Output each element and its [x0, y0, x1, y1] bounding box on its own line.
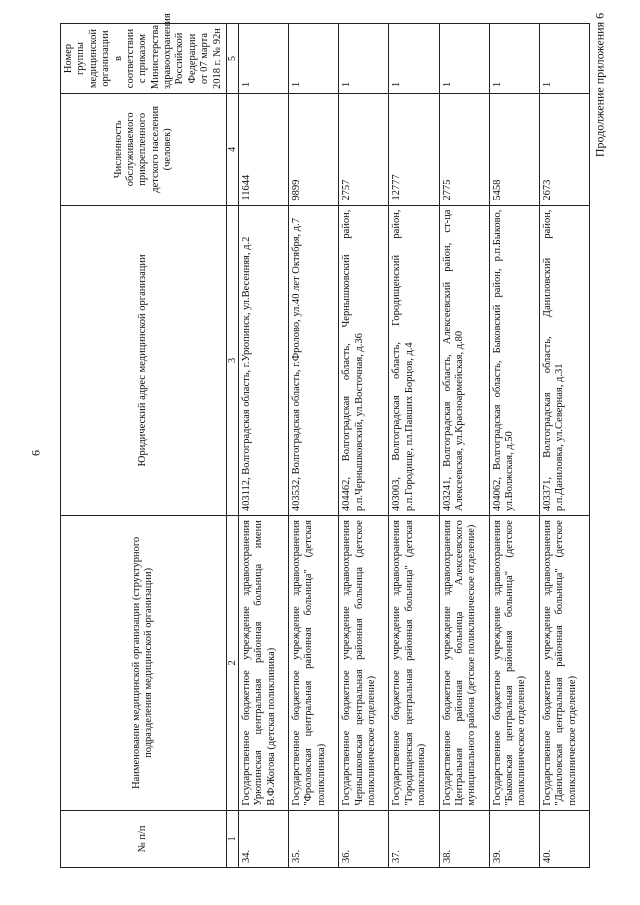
table-row: [489, 24, 539, 868]
column-number: 4: [226, 94, 238, 205]
child-population: 2775: [439, 94, 489, 205]
row-number: 35.: [289, 810, 339, 867]
header-num: № п/п: [61, 810, 227, 867]
organization-name: Государственное бюджетное учреждение здравоохранения "Фроловская центральная районная больница" (детская поликлиника): [289, 516, 339, 811]
column-number-row: [226, 24, 238, 868]
legal-address: 403112, Волгоградская область, г.Урюпинск, ул.Весенняя, д.2: [238, 205, 288, 516]
child-population: 2757: [339, 94, 389, 205]
organization-name: Государственное бюджетное учреждение здравоохранения Урюпинская центральная районная больница имени В.Ф.Жогова (детская поликлиника): [238, 516, 288, 811]
table-row: [339, 24, 389, 868]
rotated-table-container: [60, 13, 590, 868]
child-population: 12777: [389, 94, 439, 205]
row-number: 37.: [389, 810, 439, 867]
row-number: 40.: [539, 810, 589, 867]
table-row: [539, 24, 589, 868]
organization-name: Государственное бюджетное учреждение здравоохранения Чернышковская центральная районная больница (детское поликлиническое отделение): [339, 516, 389, 811]
column-number: 2: [226, 516, 238, 811]
column-number: 5: [226, 24, 238, 94]
organization-name: Государственное бюджетное учреждение здравоохранения "Даниловская центральная районная больница" (детское поликлиническое отделение): [539, 516, 589, 811]
organization-group: 1: [489, 24, 539, 94]
legal-address: 404462, Волгоградская область, Чернышковский район, р.п.Чернышковский, ул.Восточная, д.36: [339, 205, 389, 516]
organization-name: Государственное бюджетное учреждение здравоохранения "Городищенская центральная районная больница" (детская поликлиника): [389, 516, 439, 811]
organization-group: 1: [289, 24, 339, 94]
organization-group: 1: [389, 24, 439, 94]
header-address: Юридический адрес медицинской организации: [61, 205, 227, 516]
table-header-row: [61, 24, 227, 868]
row-number: 38.: [439, 810, 489, 867]
organization-group: 1: [439, 24, 489, 94]
table-row: [289, 24, 339, 868]
medical-organizations-table: [60, 13, 590, 868]
organization-group: 1: [539, 24, 589, 94]
row-number: 34.: [238, 810, 288, 867]
continuation-title: Продолжение приложения 6: [592, 12, 607, 158]
row-number: 36.: [339, 810, 389, 867]
table-row: [439, 24, 489, 868]
row-number: 39.: [489, 810, 539, 867]
legal-address: 403371, Волгоградская область, Даниловский район, р.п.Даниловка, ул.Северная, д.31: [539, 205, 589, 516]
organization-name: Государственное бюджетное учреждение здравоохранения Центральная районная больница Алексеевского муниципального района (детское поликлиническое отделение): [439, 516, 489, 811]
legal-address: 403532, Волгоградская область, г.Фролово, ул.40 лет Октября, д.7: [289, 205, 339, 516]
child-population: 9899: [289, 94, 339, 205]
organization-group: 1: [238, 24, 288, 94]
organization-group: 1: [339, 24, 389, 94]
legal-address: 403241, Волгоградская область, Алексеевский район, ст-ца Алексеевская, ул.Красноармейская, д.80: [439, 205, 489, 516]
organization-name: Государственное бюджетное учреждение здравоохранения "Быковская центральная районная больница" (детское поликлиническое отделение): [489, 516, 539, 811]
child-population: 11644: [238, 94, 288, 205]
table-row: [389, 24, 439, 868]
child-population: 2673: [539, 94, 589, 205]
header-population: Численность обслуживаемого прикрепленного детского населения (человек): [61, 94, 227, 205]
header-name: Наименование медицинской организации (структурного подразделения медицинской организации): [61, 516, 227, 811]
legal-address: 404062, Волгоградская область, Быковский район, р.п.Быково, ул.Волжская, д.50: [489, 205, 539, 516]
legal-address: 403003, Волгоградская область, Городищенский район, р.п.Городище, пл.Павших Борцов, д.4: [389, 205, 439, 516]
child-population: 5458: [489, 94, 539, 205]
table-row: [238, 24, 288, 868]
page-number: 6: [28, 450, 43, 456]
header-group: Номер группы медицинской организации в соответствии с приказом Министерства здравоохранения Российской Федерации от 07 марта 2018 г. № 92н: [61, 24, 227, 94]
column-number: 3: [226, 205, 238, 516]
column-number: 1: [226, 810, 238, 867]
